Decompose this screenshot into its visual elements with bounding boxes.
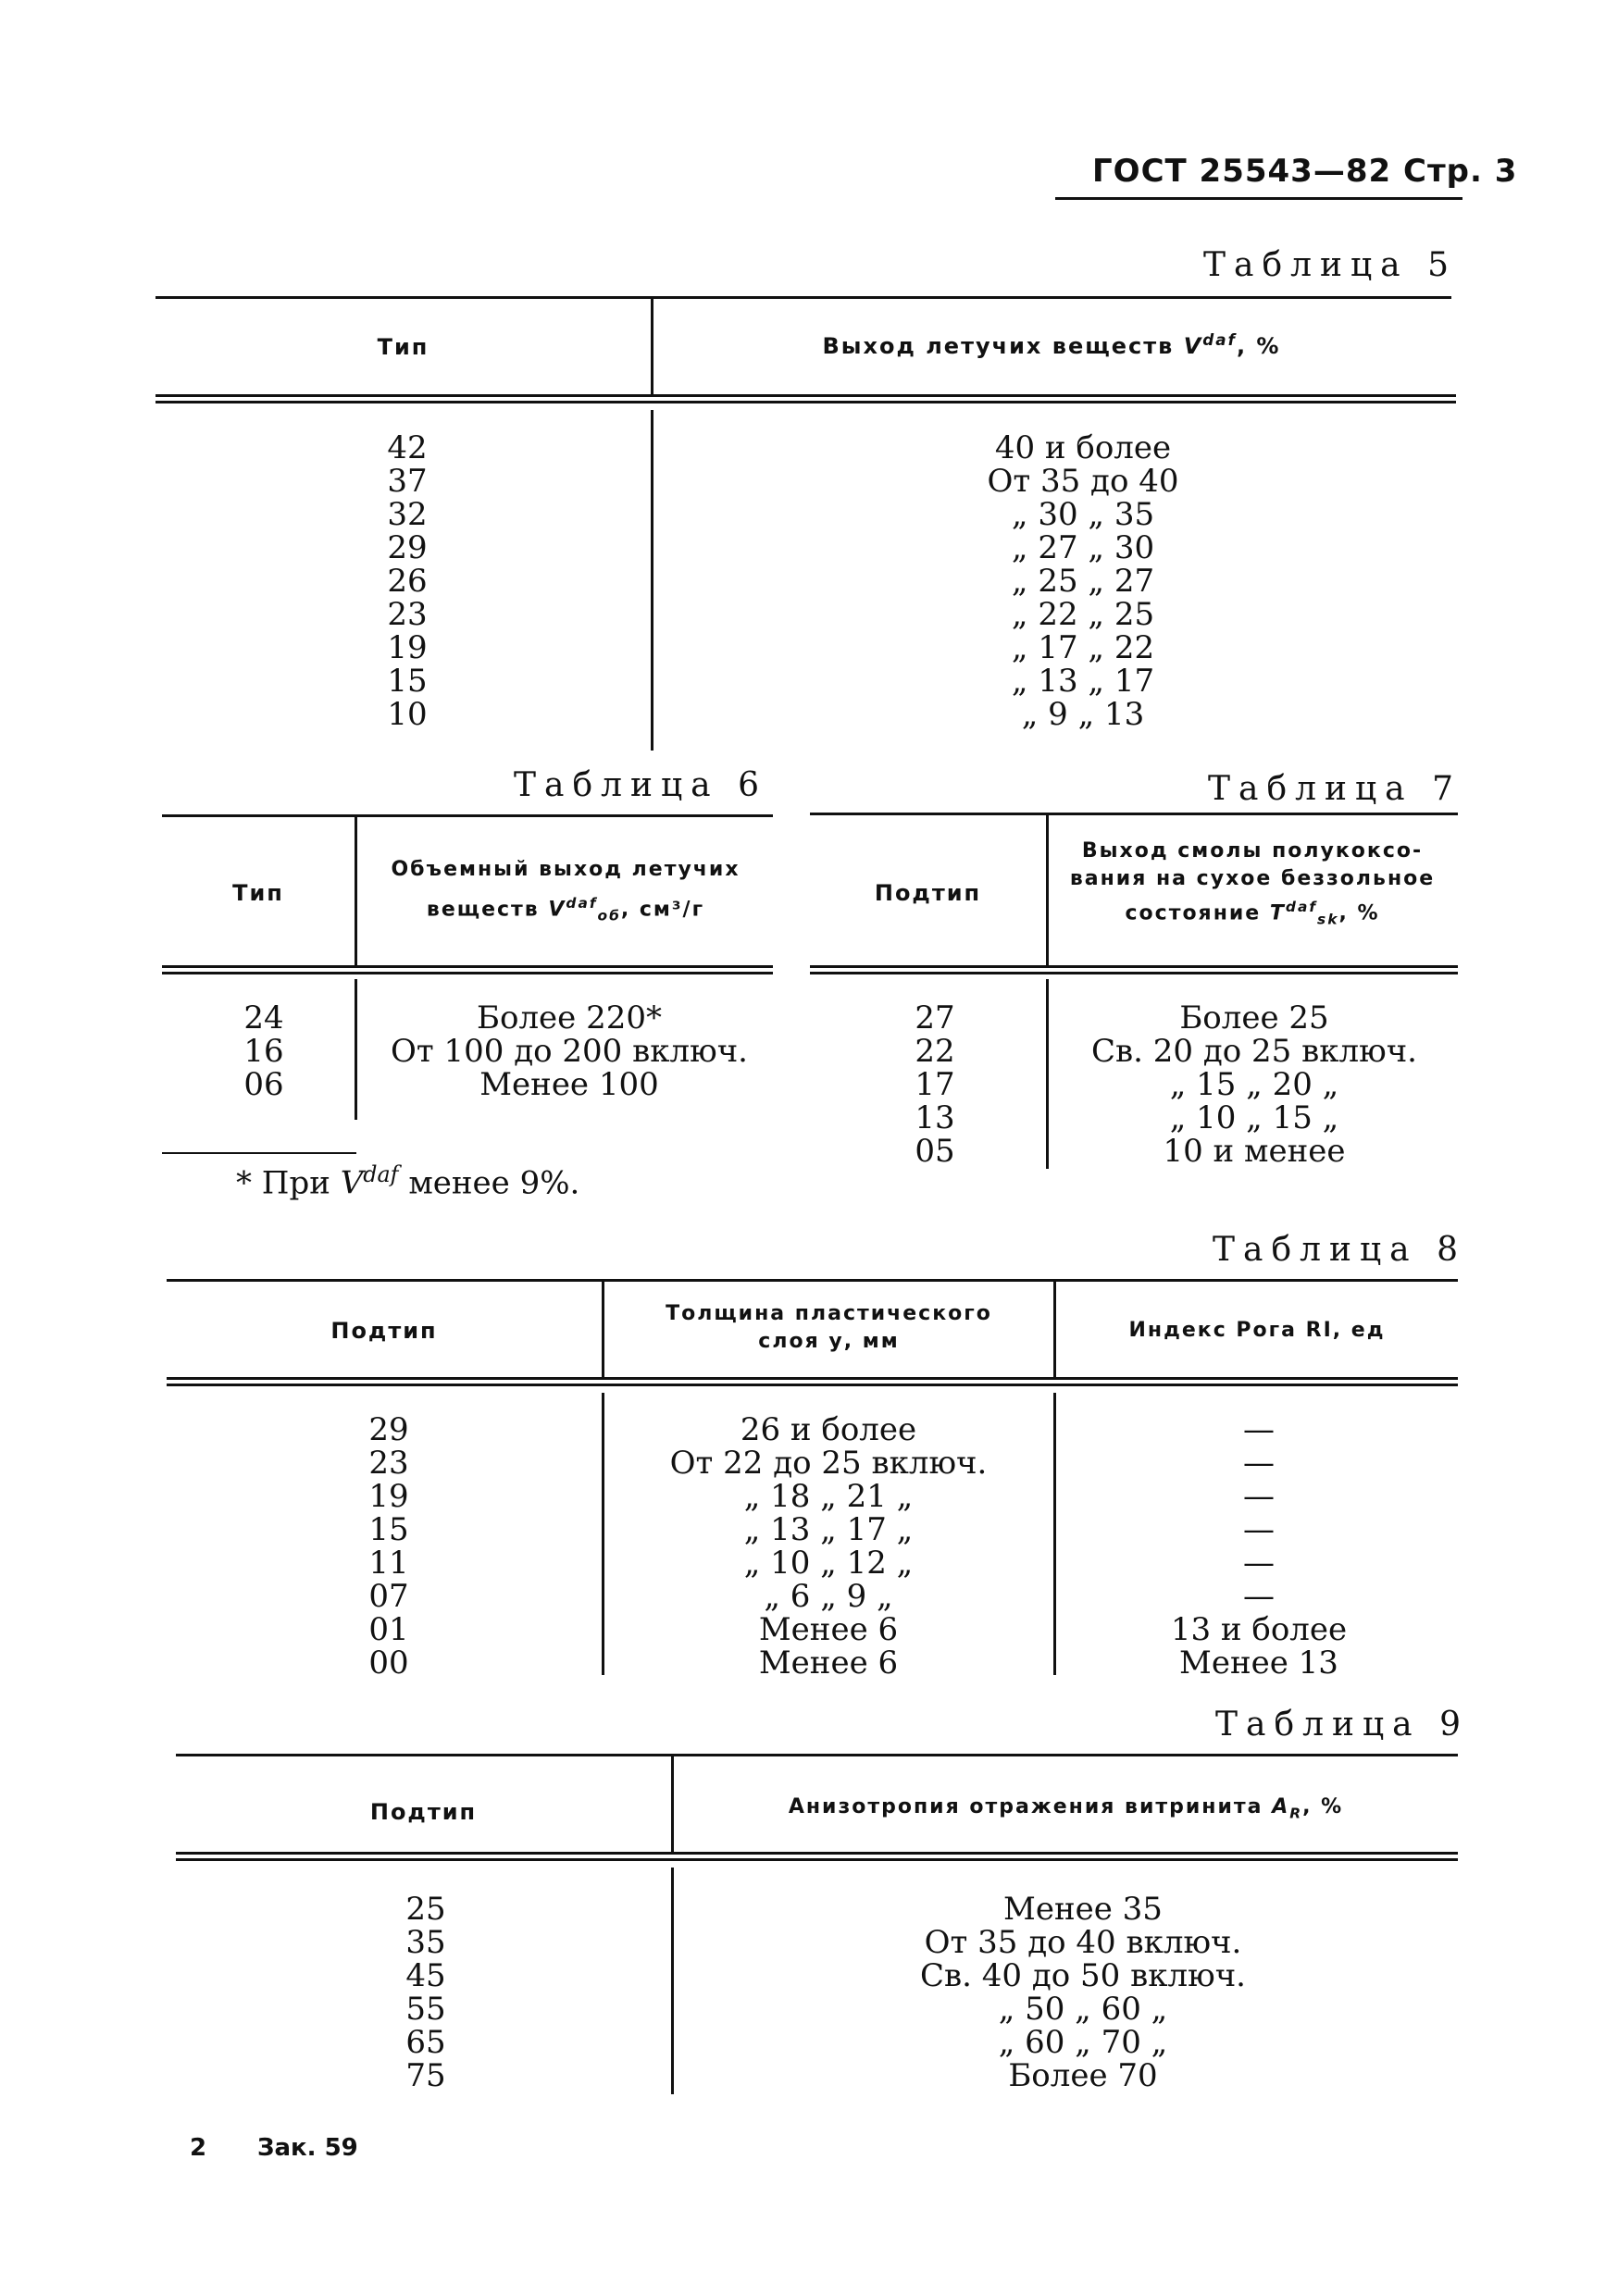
table-row: Менее 13: [1179, 1644, 1338, 1682]
table7-caption: Таблица 7: [1208, 770, 1462, 808]
table-row: 05: [915, 1133, 955, 1170]
table8-col-thickness: [604, 1300, 1053, 1356]
table-row: 13 и более: [1170, 1611, 1348, 1648]
table-row: „ 22 „ 25: [1011, 596, 1155, 633]
table-row: 29: [387, 529, 428, 566]
table-row: 35: [405, 1924, 446, 1961]
table-row: Св. 40 до 50 включ.: [919, 1957, 1246, 1994]
table9-col-subtype: Подтип: [369, 1799, 478, 1825]
table-row: „ 9 „ 13: [1021, 696, 1145, 733]
footer-order: Зак. 59: [257, 2134, 358, 2162]
table8-top-rule: [167, 1279, 1458, 1282]
table-row: 75: [405, 2057, 446, 2094]
sup-daf: daf: [1202, 330, 1237, 349]
table6-col-type: Тип: [232, 880, 284, 906]
label: веществ: [426, 898, 540, 922]
table-row: 19: [387, 629, 428, 666]
table7-col-tar-line3: [1049, 893, 1456, 934]
table9-header-rule: [176, 1852, 1458, 1861]
table8-subtypes: [338, 1413, 440, 1680]
table-row: „ 27 „ 30: [1011, 529, 1155, 566]
table-row: 17: [915, 1066, 955, 1103]
table-row: 15: [368, 1511, 409, 1548]
table6-header-rule: [162, 965, 773, 974]
table-row: —: [1243, 1411, 1275, 1448]
table-row: От 35 до 40: [987, 463, 1179, 500]
table9-caption: Таблица 9: [1215, 1706, 1469, 1744]
table-row: „ 17 „ 22: [1011, 629, 1155, 666]
table-row: 40 и более: [994, 429, 1172, 466]
table-row: „ 18 „ 21 „: [743, 1478, 914, 1515]
table-row: „ 50 „ 60 „: [998, 1991, 1168, 2028]
table6-col-volume: [357, 853, 774, 933]
table-row: „ 6 „ 9 „: [764, 1578, 893, 1615]
table-row: 65: [405, 2024, 446, 2061]
table-row: 11: [368, 1545, 409, 1582]
table-row: 10 и менее: [1163, 1133, 1346, 1170]
table-row: 42: [387, 429, 428, 466]
table-row: 32: [387, 496, 428, 533]
table-row: 22: [915, 1033, 955, 1070]
table-row: 07: [368, 1578, 409, 1615]
table-row: От 22 до 25 включ.: [669, 1445, 988, 1482]
table7-col-tar-line2: вания на сухое беззольное: [1069, 867, 1436, 890]
sup-daf: daf: [566, 895, 598, 912]
unit: , %: [1302, 1795, 1344, 1818]
table5-top-rule: [156, 296, 1451, 299]
unit: , %: [1236, 333, 1281, 359]
table5-divider-body: [651, 410, 653, 751]
table6-types: [213, 1001, 315, 1101]
table-row: Менее 35: [1003, 1891, 1163, 1928]
table-row: 23: [368, 1445, 409, 1482]
table7-col-tar: [1049, 838, 1456, 934]
table-row: —: [1243, 1511, 1275, 1548]
table7-top-rule: [810, 813, 1458, 815]
table-row: 24: [243, 999, 284, 1036]
table8-caption: Таблица 8: [1213, 1231, 1466, 1269]
table-row: От 35 до 40 включ.: [924, 1924, 1242, 1961]
table-row: „ 15 „ 20 „: [1169, 1066, 1339, 1103]
table5-header-rule: [156, 394, 1456, 403]
table-row: —: [1243, 1545, 1275, 1582]
table7-col-subtype: Подтип: [874, 880, 982, 906]
table9-col-anisotropy: [674, 1793, 1458, 1827]
table-row: 00: [368, 1644, 409, 1682]
table-row: Более 220*: [477, 999, 662, 1036]
table5-values: [907, 431, 1259, 731]
sub-ob: об: [597, 907, 621, 925]
table9-divider-body: [671, 1868, 674, 2094]
table5-col-type: Тип: [377, 334, 429, 360]
table-row: Менее 6: [758, 1611, 899, 1648]
table-row: 29: [368, 1411, 409, 1448]
table-row: „ 13 „ 17: [1011, 663, 1155, 700]
table-row: 25: [405, 1891, 446, 1928]
table-row: 37: [387, 463, 428, 500]
table-row: 13: [915, 1099, 955, 1136]
table6-divider-body: [355, 979, 357, 1120]
table-row: „ 13 „ 17 „: [743, 1511, 914, 1548]
table6-col-volume-line1: Объемный выход летучих: [391, 858, 741, 881]
unit: , см³/г: [620, 898, 705, 922]
table5-col-volatile: [653, 326, 1450, 360]
table-row: 15: [387, 663, 428, 700]
table5-types: [315, 431, 500, 731]
table-row: 01: [368, 1611, 409, 1648]
table-row: „ 10 „ 15 „: [1169, 1099, 1339, 1136]
table8-header-rule: [167, 1377, 1458, 1386]
table9-subtypes: [375, 1893, 477, 2092]
footnote-prefix: * При: [236, 1164, 330, 1202]
table-row: „ 10 „ 12 „: [743, 1545, 914, 1582]
table6-footnote: [236, 1161, 579, 1201]
table8-thickness: [616, 1413, 1041, 1680]
table8-col-thickness-line1: Толщина пластического: [666, 1302, 992, 1325]
table-row: Св. 20 до 25 включ.: [1090, 1033, 1417, 1070]
table5-caption: Таблица 5: [1203, 246, 1457, 284]
table8-col-subtype: Подтип: [330, 1318, 438, 1344]
sup-daf: daf: [363, 1161, 399, 1187]
table-row: —: [1243, 1445, 1275, 1482]
header-rule: [1055, 197, 1462, 200]
table8-col-roga: Индекс Рога RI, ед: [1128, 1319, 1386, 1342]
table7-header-rule: [810, 965, 1458, 974]
sup-daf: daf: [1285, 899, 1318, 915]
table-row: 27: [915, 999, 955, 1036]
table-row: „ 60 „ 70 „: [998, 2024, 1168, 2061]
table-row: 45: [405, 1957, 446, 1994]
table-row: „ 30 „ 35: [1011, 496, 1155, 533]
table-row: —: [1243, 1578, 1275, 1615]
symbol-v: V: [340, 1164, 364, 1202]
table8-divider-2-body: [1053, 1393, 1056, 1675]
table5-col-volatile-label: Выход летучих веществ: [822, 333, 1175, 359]
table8-divider-1-body: [602, 1393, 604, 1675]
unit: , %: [1338, 901, 1380, 925]
table6-values: [366, 1001, 773, 1101]
table8-col-thickness-line2: слоя у, мм: [758, 1330, 900, 1353]
table-row: 26: [387, 563, 428, 600]
sub-sk: sk: [1317, 911, 1339, 928]
symbol-v: V: [548, 898, 566, 922]
table-row: „ 25 „ 27: [1011, 563, 1155, 600]
table-row: Более 25: [1179, 999, 1329, 1036]
table9-values: [870, 1893, 1296, 2092]
footer-page-number: 2: [190, 2134, 207, 2162]
table6-bottom-rule: [162, 1152, 356, 1154]
symbol-a: A: [1272, 1795, 1290, 1818]
table9-top-rule: [176, 1754, 1458, 1756]
table-row: Более 70: [1008, 2057, 1158, 2094]
label: состояние: [1125, 901, 1262, 925]
table7-divider-body: [1046, 979, 1049, 1169]
table-row: 55: [405, 1991, 446, 2028]
table6-top-rule: [162, 814, 773, 817]
table-row: —: [1243, 1478, 1275, 1515]
table-row: 26 и более: [740, 1411, 917, 1448]
table7-col-tar-line1: Выход смолы полукоксо-: [1081, 839, 1424, 863]
symbol-v: V: [1183, 333, 1203, 359]
table-row: 23: [387, 596, 428, 633]
table6-col-volume-line2: [357, 887, 774, 933]
table-row: 10: [387, 696, 428, 733]
table7-values: [1055, 1001, 1453, 1168]
table-row: От 100 до 200 включ.: [391, 1033, 748, 1070]
table-row: Менее 100: [479, 1066, 659, 1103]
footnote-rest: менее 9%.: [408, 1164, 580, 1202]
table-row: 06: [243, 1066, 284, 1103]
table-row: 19: [368, 1478, 409, 1515]
table-row: 16: [243, 1033, 284, 1070]
table-row: Менее 6: [758, 1644, 899, 1682]
table8-roga: [1092, 1413, 1425, 1680]
table7-subtypes: [884, 1001, 986, 1168]
symbol-t: T: [1269, 901, 1286, 925]
table6-caption: Таблица 6: [514, 766, 767, 804]
table9-col-anisotropy-label: Анизотропия отражения витринита: [788, 1795, 1263, 1818]
sub-r: R: [1289, 1805, 1303, 1822]
page-header: ГОСТ 25543—82 Стр. 3: [1092, 153, 1518, 190]
